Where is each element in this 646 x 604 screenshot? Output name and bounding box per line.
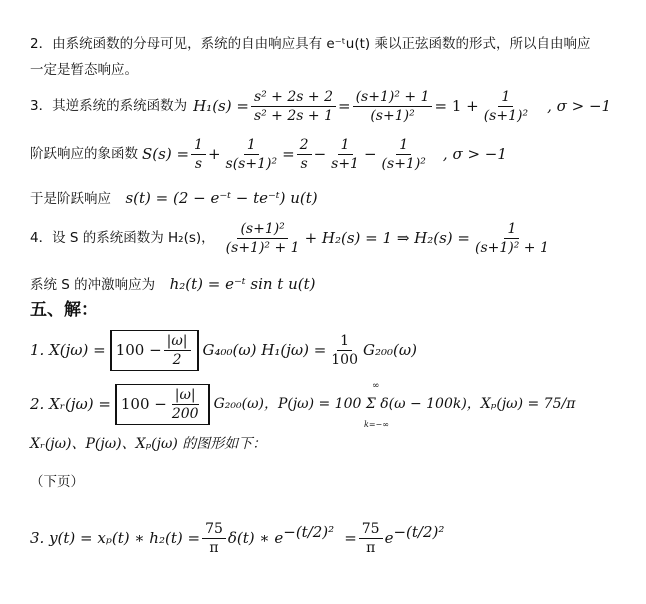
step-response-label: 于是阶跃响应 xyxy=(30,191,111,207)
s-condition: , σ > −1 xyxy=(442,145,507,163)
section-2-text-1: 2．由系统函数的分母可见，系统的自由响应具有 e⁻ᵗu(t) 乘以正弦函数的形式，所以自由响应 xyxy=(30,36,591,52)
section-3-inverse-system: 3．其逆系统的系统函数为 H₁(s) = $\frac{\text{s² + 2s + 2}}{\text{s² + 2s + 1}}$ = $\frac{\text{(s+1)² + 1}}{\text{(s+1)²}}$ = 1 + $\frac{1}{\text{(s+1)²}}$ , σ > −1 xyxy=(30,88,612,124)
x-jw-lhs: 1. X(jω) = xyxy=(30,341,106,359)
y-equals: = xyxy=(344,529,357,547)
s-fraction-2: $\frac{1}{\text{s(s+1)²}}$ xyxy=(225,136,278,172)
h1-fraction-3: $\frac{1}{\text{(s+1)²}}$ xyxy=(483,88,529,124)
s-fraction-1: $\frac{1}{s}$ xyxy=(191,137,206,172)
sum-upper-limit: ∞ xyxy=(372,381,380,391)
figure-caption-text: Xᵣ(jω)、P(jω)、Xₚ(jω) 的图形如下： xyxy=(30,436,267,452)
part-2-figure-caption xyxy=(30,434,266,454)
h1-fraction-1: $\frac{\text{s² + 2s + 2}}{\text{s² + 2s + 1}}$ xyxy=(251,89,336,124)
section-5-title: 五、解： xyxy=(30,300,98,320)
h1-fraction-2: $\frac{\text{(s+1)² + 1}}{\text{(s+1)²}}$ xyxy=(353,89,433,124)
step-image-label: 阶跃响应的象函数 xyxy=(30,146,138,162)
y-fraction-1: $\frac{75}{\pi}$ xyxy=(202,521,226,556)
section-4-system xyxy=(30,214,554,262)
x-jw-bracket: 100 − $\frac{|\omega|}{2}$ xyxy=(110,330,199,371)
part-3-equation xyxy=(30,514,444,562)
h1-mid: = 1 + xyxy=(434,97,479,115)
section-2-line-2 xyxy=(30,60,138,80)
h2-mid: + H₂(s) = 1 ⇒ H₂(s) = xyxy=(304,229,470,247)
y-t-lhs: 3. y(t) = xₚ(t) ∗ h₂(t) = xyxy=(30,529,201,547)
xr-jw-lhs: 2. Xᵣ(jω) = xyxy=(30,395,111,413)
h1-lhs: H₁(s) = xyxy=(193,97,249,115)
part-1-equation xyxy=(30,328,417,372)
xr-jw-fraction: $\frac{|\omega|}{200}$ xyxy=(171,386,199,422)
part-1-middle: G₄₀₀(ω) H₁(jω) = xyxy=(202,341,327,359)
next-page-note xyxy=(30,472,84,492)
part-2-rest: G₂₀₀(ω)，P(jω) = 100 Σ δ(ω − 100k)，Xₚ(jω) = 75/π xyxy=(213,396,576,412)
s-fraction-5: $\frac{1}{\text{(s+1)²}}$ xyxy=(381,136,426,172)
next-page-text: （下页） xyxy=(30,474,84,490)
h1-jw-fraction: $\frac{1}{100}$ xyxy=(331,332,358,368)
impulse-response-label: 系统 S 的冲激响应为 xyxy=(30,277,156,293)
h2-fraction-1: $\frac{\text{(s+1)²}}{\text{(s+1)² + 1}}$ xyxy=(225,220,300,256)
section-3-step-image: 阶跃响应的象函数 S(s) = $\frac{1}{s}$ + $\frac{1}{\text{s(s+1)²}}$ = $\frac{2}{s}$ − $\frac{1}{s+1}$ − $\frac{1}{\text{(s+1)²}}$ , σ > −1 xyxy=(30,136,507,172)
system-s-label: 4．设 S 的系统函数为 H₂(s)， xyxy=(30,230,215,246)
y-exponent-1: −(t/2)² xyxy=(283,523,335,541)
inverse-system-label: 3．其逆系统的系统函数为 xyxy=(30,98,188,114)
section-3-step-response xyxy=(30,188,318,209)
y-exp-base: e xyxy=(384,529,394,547)
step-response-expr: s(t) = (2 − e⁻ᵗ − te⁻ᵗ) u(t) xyxy=(125,189,318,207)
section-5-heading xyxy=(30,300,98,320)
s-fraction-4: $\frac{1}{s+1}$ xyxy=(331,136,359,172)
y-exponent-2: −(t/2)² xyxy=(393,523,445,541)
s-fraction-3: $\frac{2}{s}$ xyxy=(297,137,312,172)
part-1-gate: G₂₀₀(ω) xyxy=(363,341,417,359)
xr-jw-bracket: 100 − $\frac{|\omega|}{200}$ xyxy=(115,384,210,425)
x-jw-fraction: $\frac{|\omega|}{2}$ xyxy=(164,333,191,368)
section-2-line-1 xyxy=(30,34,590,54)
sum-lower-limit: k=−∞ xyxy=(364,420,389,429)
h2-fraction-2: $\frac{1}{\text{(s+1)² + 1}}$ xyxy=(475,220,549,256)
y-fraction-2: $\frac{75}{\pi}$ xyxy=(359,521,383,556)
section-2-text-2: 一定是暂态响应。 xyxy=(30,62,138,78)
impulse-response-expr: h₂(t) = e⁻ᵗ sin t u(t) xyxy=(169,275,316,293)
y-convolution: δ(t) ∗ e xyxy=(227,529,284,547)
h1-condition: , σ > −1 xyxy=(547,97,612,115)
s-lhs: S(s) = xyxy=(142,145,190,163)
part-2-equation xyxy=(30,380,575,428)
section-4-impulse xyxy=(30,274,316,295)
